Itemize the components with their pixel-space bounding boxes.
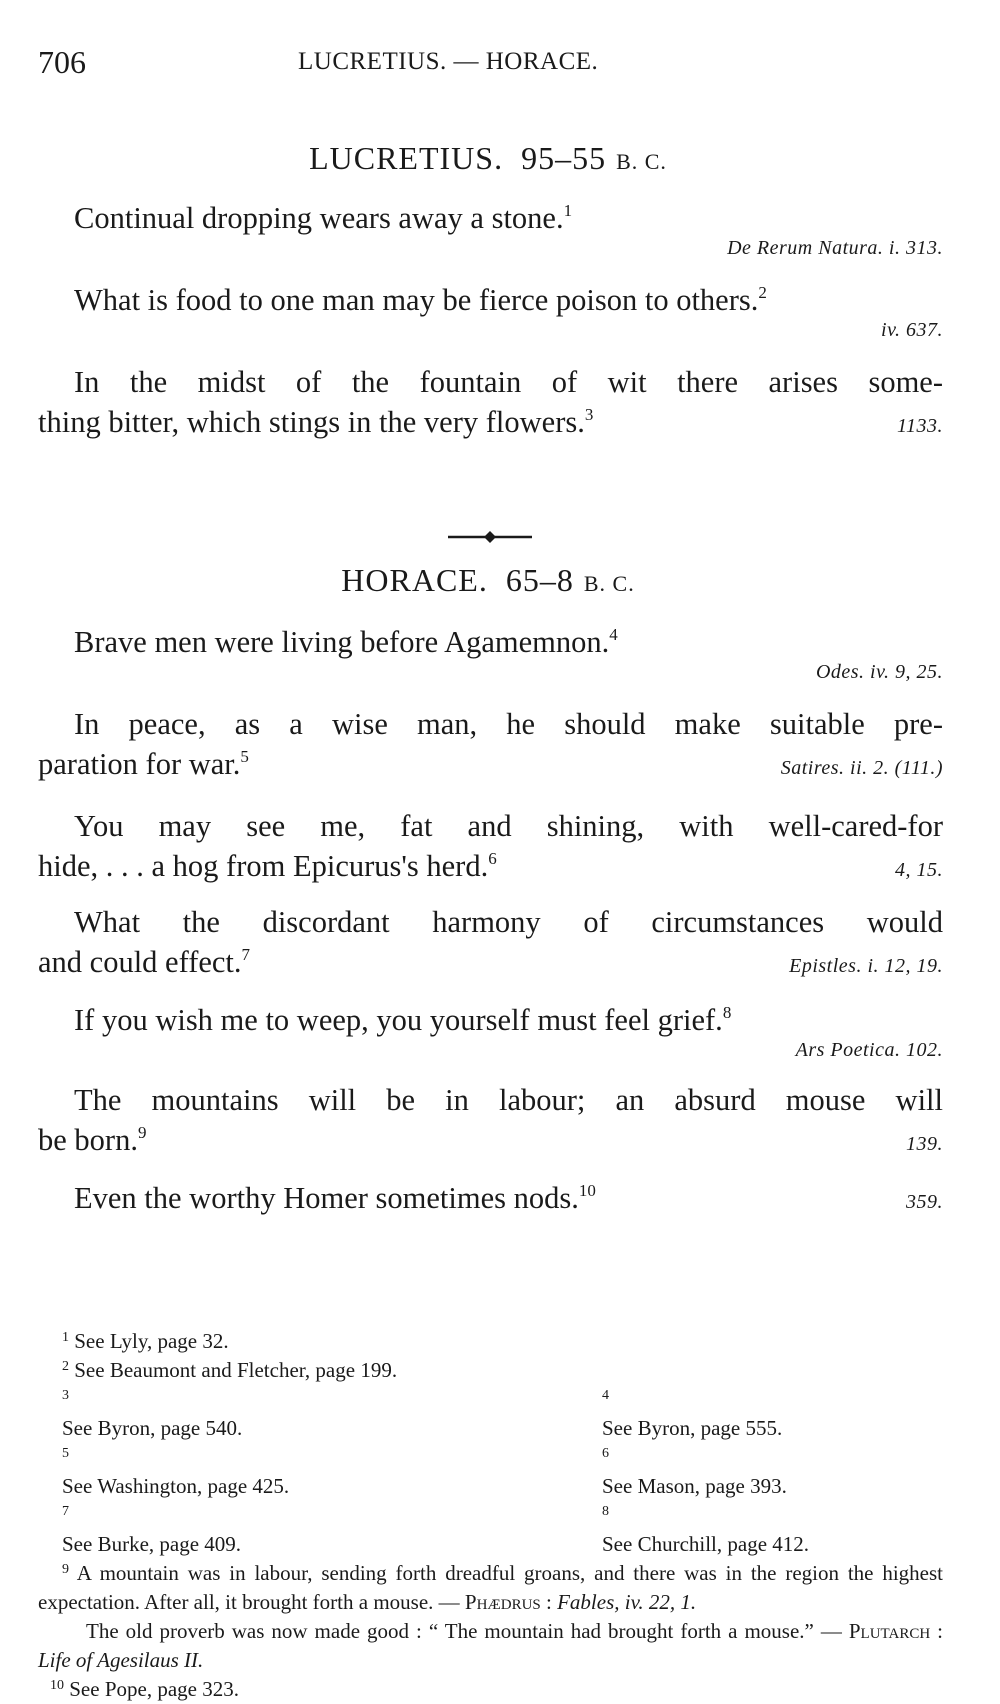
quotation-line: The mountains will be in labour; an absurd mouse will <box>74 1083 943 1117</box>
quotation-line: In peace, as a wise man, he should make suitable pre- <box>74 707 943 741</box>
quotation <box>38 280 943 344</box>
footnote-author: Phædrus : <box>464 1590 552 1614</box>
footnote-number: 5 <box>62 1446 69 1461</box>
footnote-text: See Washington, page 425. <box>62 1474 290 1498</box>
footnote-marker: 2 <box>758 283 767 302</box>
author-name: LUCRETIUS. <box>309 140 504 176</box>
quotation <box>38 1000 943 1064</box>
footnote-marker: 9 <box>137 1123 147 1142</box>
footnote-marker: 4 <box>609 625 618 644</box>
footnote-text: See Pope, page 323. <box>69 1677 239 1701</box>
section-heading-lucretius <box>38 140 938 177</box>
footnote-marker: 3 <box>584 405 594 424</box>
section-divider-ornament <box>448 530 532 544</box>
quotation-text: What is food to one man may be fierce poison to others. <box>74 283 759 317</box>
quotation-line: and could effect. <box>38 945 242 979</box>
quotation <box>38 1178 943 1218</box>
quotation-line: You may see me, fat and shining, with well-cared-for <box>74 809 943 843</box>
footnote <box>62 1385 602 1443</box>
citation: Odes. iv. 9, 25. <box>815 661 943 683</box>
footnote-number: 1 <box>62 1330 69 1345</box>
quotation <box>38 902 943 982</box>
footnote <box>62 1501 602 1559</box>
footnotes <box>38 1327 943 1704</box>
footnote <box>38 1559 943 1617</box>
author-dates: 65–8 <box>505 562 574 598</box>
quotation-line: paration for war. <box>38 747 241 781</box>
citation: iv. 637. <box>881 319 943 341</box>
author-dates: 95–55 <box>521 140 607 176</box>
citation: 1133. <box>896 415 943 437</box>
footnote-text: The old proverb was now made good : “ The mountain had brought forth a mouse.” — <box>86 1619 842 1643</box>
section-heading-horace <box>38 562 938 599</box>
quotation-line: What the discordant harmony of circumstances would <box>74 905 943 939</box>
footnote-text: See Churchill, page 412. <box>602 1532 810 1556</box>
footnote-number: 2 <box>62 1359 69 1374</box>
footnote-number: 3 <box>62 1388 69 1403</box>
footnote-text: See Mason, page 393. <box>602 1474 787 1498</box>
footnote-work: Life of Agesilaus II. <box>38 1648 204 1672</box>
citation: De Rerum Natura. i. 313. <box>727 237 943 259</box>
footnote-pair <box>38 1443 943 1501</box>
running-head: LUCRETIUS. — HORACE. <box>298 48 599 75</box>
author-name: HORACE. <box>341 562 488 598</box>
footnote <box>62 1443 602 1501</box>
footnote-marker: 7 <box>241 945 251 964</box>
author-era: B. C. <box>616 149 667 174</box>
footnote-number: 4 <box>602 1388 609 1403</box>
footnote-marker: 8 <box>722 1003 732 1022</box>
footnote-marker: 6 <box>488 849 497 868</box>
citation: Ars Poetica. 102. <box>795 1039 943 1061</box>
footnote-number: 10 <box>50 1678 64 1693</box>
footnote-text: See Burke, page 409. <box>62 1532 242 1556</box>
footnote-continuation <box>38 1617 943 1675</box>
footnote-text: See Byron, page 540. <box>62 1416 243 1440</box>
quotation <box>38 198 943 262</box>
footnote-number: 7 <box>62 1504 69 1519</box>
quotation-text: Continual dropping wears away a stone. <box>74 201 564 235</box>
footnote <box>602 1443 1000 1501</box>
citation: Satires. ii. 2. (111.) <box>780 757 943 779</box>
quotation <box>38 806 943 886</box>
footnote-text: See Beaumont and Fletcher, page 199. <box>74 1358 398 1382</box>
footnote-marker: 1 <box>563 201 573 220</box>
footnote-pair <box>38 1501 943 1559</box>
quotation <box>38 622 943 686</box>
quotation-line: be born. <box>38 1123 138 1157</box>
footnote-author: Plutarch : <box>848 1619 944 1643</box>
footnote-number: 9 <box>62 1562 69 1577</box>
footnote-text: See Byron, page 555. <box>602 1416 783 1440</box>
quotation <box>38 704 943 784</box>
footnote-number: 6 <box>602 1446 609 1461</box>
quotation <box>38 1080 943 1160</box>
footnote-marker: 5 <box>240 747 249 766</box>
footnote-work: Fables, iv. 22, 1. <box>557 1590 697 1614</box>
footnote-text: A mountain was in labour, sending forth dreadful groans, and there was in the region the highest expectation. After all, it brought forth a mouse. — <box>38 1561 943 1614</box>
footnote-pair <box>38 1385 943 1443</box>
quotation-line: thing bitter, which stings in the very flowers. <box>38 405 585 439</box>
page-header <box>38 44 938 84</box>
quotation-line: hide, . . . a hog from Epicurus's herd. <box>38 849 489 883</box>
author-era: B. C. <box>583 571 635 596</box>
page-number: 706 <box>38 44 86 80</box>
citation: 139. <box>906 1133 943 1155</box>
footnote <box>38 1327 943 1356</box>
footnote <box>38 1356 943 1385</box>
footnote-marker: 10 <box>578 1181 596 1200</box>
citation: Epistles. i. 12, 19. <box>789 955 943 977</box>
footnote-text: See Lyly, page 32. <box>74 1329 229 1353</box>
quotation-text: Even the worthy Homer sometimes nods. <box>74 1181 579 1215</box>
quotation-line: In the midst of the fountain of wit there arises some- <box>74 365 943 399</box>
quotation-text: Brave men were living before Agamemnon. <box>74 625 610 659</box>
citation: 4, 15. <box>895 859 943 881</box>
footnote <box>602 1501 1000 1559</box>
footnote <box>38 1675 943 1704</box>
quotation-text: If you wish me to weep, you yourself must feel grief. <box>74 1003 723 1037</box>
footnote <box>602 1385 1000 1443</box>
quotation <box>38 362 943 442</box>
footnote-number: 8 <box>602 1504 609 1519</box>
citation: 359. <box>906 1191 943 1213</box>
